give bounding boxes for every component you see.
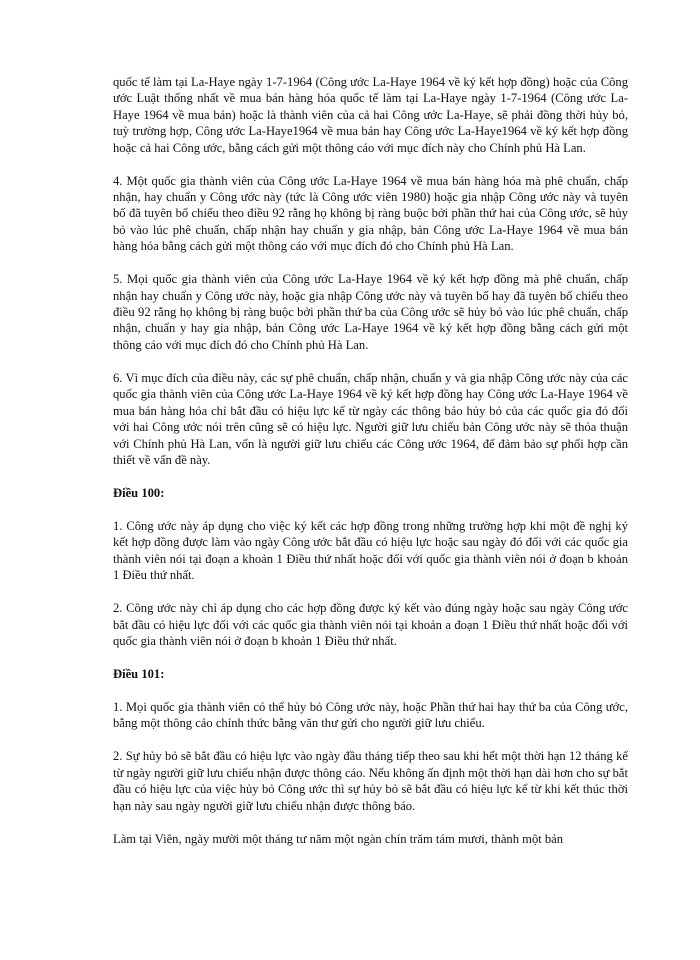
paragraph-closing: Làm tại Viên, ngày mười một tháng tư năm một ngàn chín trăm tám mươi, thành một bản (113, 831, 564, 846)
paragraph-art100-2: 2. Công ước này chỉ áp dụng cho các hợp đồng được ký kết vào đúng ngày hoặc sau ngày Công ước bắt đầu có hiệu lực đối với các quốc gia thành viên nói tại khoản a đoạn 1 Điều thứ nhất hoặc đối với quốc gia thành viên nói ở đoạn b khoản 1 Điều thứ nhất. (113, 601, 628, 648)
paragraph-continuation: quốc tế làm tại La-Haye ngày 1-7-1964 (Công ước La-Haye 1964 về ký kết hợp đồng) hoặc của Công ước Luật thống nhất về mua bán hàng hóa quốc tế làm tại La-Haye ngày 1-7-1964 (Công ước La-Haye 1964 về mua bán) hoặc là thành viên của cả hai Công ước La-Haye, sẽ phải đồng thời hủy bỏ, tuỳ trường hợp, Công ước La-Haye1964 về mua bán hay Công ước La-Haye1964 về ký kết hợp đồng hoặc cả hai Công ước, bằng cách gửi một thông cáo với mục đích này cho Chính phủ Hà Lan. (113, 75, 628, 155)
article-heading-100: Điều 100: (113, 485, 165, 500)
document-page (113, 74, 628, 864)
paragraph-art100-1: 1. Công ước này áp dụng cho việc ký kết các hợp đồng trong những trường hợp khi một đề nghị ký kết hợp đồng được làm vào ngày Công ước bắt đầu có hiệu lực hoặc sau ngày đó đối với các quốc gia thành viên nói tại đoạn a khoản 1 Điều thứ nhất hoặc đối với quốc gia thành viên nói ở đoạn b khoản 1 Điều thứ nhất. (113, 518, 628, 583)
paragraph-item-6: 6. Vì mục đích của điều này, các sự phê chuẩn, chấp nhận, chuẩn y và gia nhập Công ước này của các quốc gia thành viên của Công ước La-Haye 1964 về ký kết hợp đồng hay Công ước La-Haye 1964 về mua bán hàng hóa chỉ bắt đầu có hiệu lực kể từ ngày các thông báo hủy bỏ của các quốc gia đó đối với hai Công ước nói trên cũng sẽ có hiệu lực. Người giữ lưu chiểu bản Công ước này sẽ thỏa thuận với Chính phủ Hà Lan, vốn là người giữ lưu chiểu các Công ước 1964, để đảm bảo sự phối hợp cần thiết về vấn đề này. (113, 370, 628, 467)
paragraph-item-5: 5. Mọi quốc gia thành viên của Công ước La-Haye 1964 về ký kết hợp đồng mà phê chuẩn, chấp nhận hay chuẩn y Công ước này, hoặc gia nhập Công ước này và tuyên bố hay đã tuyên bố chiếu theo điều 92 rằng họ không bị ràng buộc bởi phần thứ ba của Công ước sẽ hủy bỏ vào lúc phê chuẩn, chấp nhận, chuẩn y hay gia nhập, bản Công ước La-Haye 1964 về ký kết hợp đồng bằng cách gửi một thông cáo với mục đích đó cho Chính phủ Hà Lan. (113, 272, 628, 352)
article-heading-101: Điều 101: (113, 666, 165, 681)
paragraph-item-4: 4. Một quốc gia thành viên của Công ước La-Haye 1964 về mua bán hàng hóa mà phê chuẩn, chấp nhận, hay chuẩn y Công ước này (tức là Công ước viên 1980) hoặc gia nhập Công ước này và tuyên bố đã tuyên bố chiếu theo điều 92 rằng họ không bị ràng buộc bởi phần thứ hai của Công ước, sẽ hủy bỏ vào lúc phê chuẩn, chấp nhận hay chuẩn y gia nhập, bản Công ước La-Haye 1964 về mua bán hàng hóa bằng cách gửi một thông cáo với mục đích đó cho Chính phủ Hà Lan. (113, 173, 628, 254)
paragraph-art101-2: 2. Sự hủy bỏ sẽ bắt đầu có hiệu lực vào ngày đầu tháng tiếp theo sau khi hết một thời hạn 12 tháng kể từ ngày người giữ lưu chiểu nhận được thông cáo. Nếu không ấn định một thời hạn dài hơn cho sự bắt đầu có hiệu lực của việc hủy bỏ Công ước thì sự hủy bỏ sẽ bắt đầu có hiệu lực kể từ khi kết thúc thời hạn này sau ngày người giữ lưu chiểu nhận được thông báo. (113, 749, 628, 813)
paragraph-art101-1: 1. Mọi quốc gia thành viên có thể hủy bỏ Công ước này, hoặc Phần thứ hai hay thứ ba của Công ước, bằng một thông cáo chính thức bằng văn thư gửi cho người giữ lưu chiểu. (113, 699, 628, 731)
